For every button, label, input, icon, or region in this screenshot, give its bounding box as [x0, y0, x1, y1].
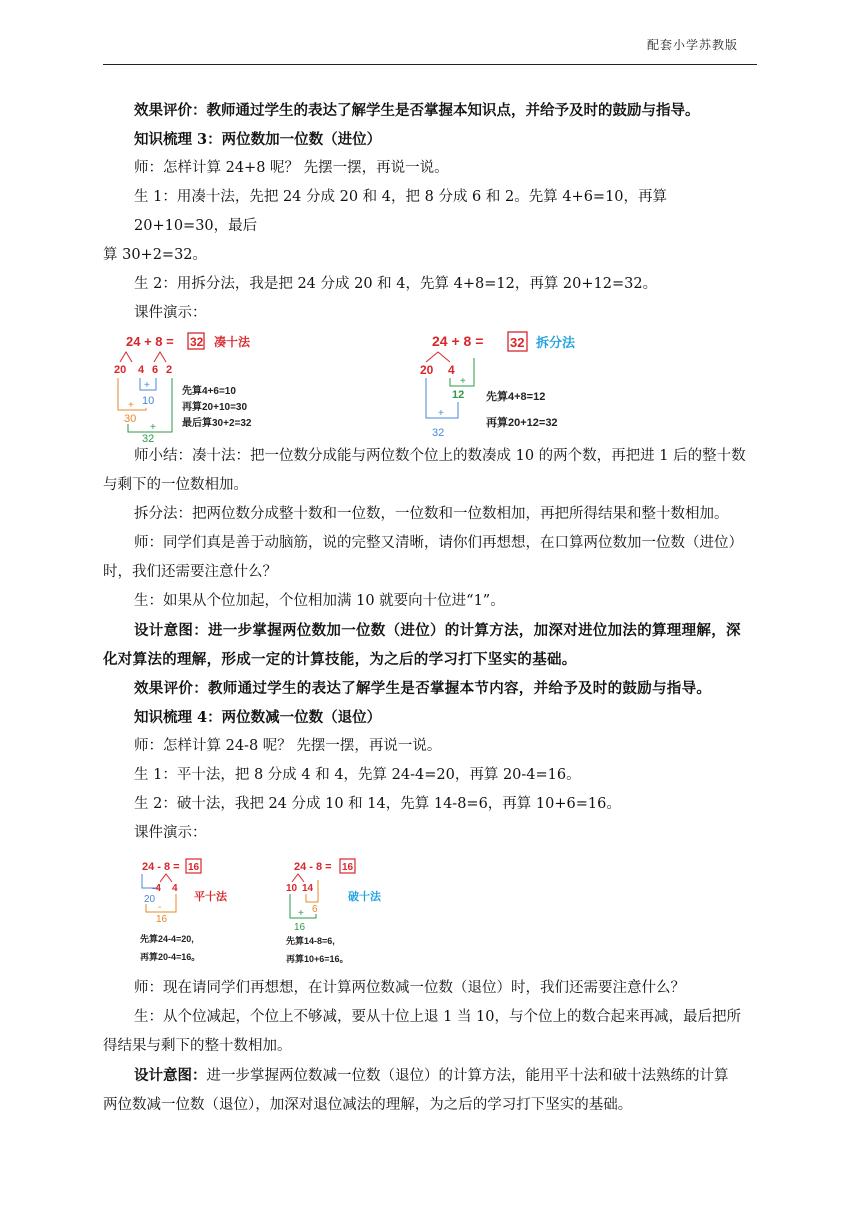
num-4: 4 — [138, 364, 145, 376]
paragraph-design-intent-2-line1 — [134, 1061, 758, 1091]
paragraph-evaluation-1 — [134, 96, 758, 125]
answer: 16 — [342, 862, 354, 873]
header-title: 配套小学苏教版 — [646, 38, 738, 52]
split-lines-24 — [292, 874, 304, 882]
split-lines-8 — [160, 874, 172, 882]
paragraph-demo-label-2: 课件演示： — [134, 825, 207, 841]
method-tag: 拆分法 — [536, 335, 576, 350]
step-1: 先算4+8=12 — [486, 391, 546, 403]
step-2: 再算10+6=16。 — [286, 954, 349, 964]
num-12: 12 — [452, 389, 465, 401]
paragraph-teacher-question-3: 师：现在请同学们再想想，在计算两位数减一位数（退位）时，我们还需要注意什么？ — [134, 980, 685, 996]
num-32: 32 — [142, 433, 155, 445]
num-30: 30 — [124, 413, 137, 425]
step-1: 先算14-8=6, — [286, 936, 335, 946]
num-14: 14 — [302, 883, 314, 894]
method-tag: 凑十法 — [214, 335, 251, 349]
section-heading-4: 知识梳理 4：两位数减一位数（退位） — [134, 709, 382, 726]
num-4: 4 — [448, 363, 455, 377]
figure-row-addition — [114, 328, 758, 445]
plus-blue: + — [438, 408, 444, 419]
paragraph-student-answer: 生：如果从个位加起，个位相加满 10 就要向十位进“1”。 — [134, 593, 505, 609]
document-body — [103, 96, 758, 1120]
num-20: 20 — [114, 364, 127, 376]
minus-4-a: -4 — [152, 883, 161, 894]
paragraph-student-answer-2-line1: 生：从个位减起，个位上不够减，要从十位上退 1 当 10，与个位上的数合起来再减，最后把所 — [134, 1009, 741, 1025]
design-intent-text: 进一步掌握两位数减一位数（退位）的计算方法，能用平十法和破十法熟练的计算 — [206, 1068, 729, 1084]
figure-level-ten — [132, 854, 272, 974]
plus-green: + — [150, 422, 156, 433]
paragraph-design-intent-1-line2: 化对算法的理解，形成一定的计算技能，为之后的学习打下坚实的基础。 — [103, 651, 577, 668]
num-32: 32 — [432, 427, 445, 439]
header-rule — [103, 64, 757, 65]
num-20: 20 — [420, 363, 434, 377]
method-tag: 破十法 — [348, 891, 381, 903]
plus-orange: + — [128, 400, 134, 411]
plus-green: + — [298, 908, 304, 919]
paragraph-summary-line2: 与剩下的一位数相加。 — [103, 477, 248, 493]
split-lines-24 — [426, 352, 450, 362]
paragraph-student2-subtract: 生 2：破十法，我把 24 分成 10 和 14，先算 14-8=6，再算 10+6=16。 — [134, 796, 621, 812]
paragraph-summary-line1: 师小结：凑十法：把一位数分成能与两位数个位上的数凑成 10 的两个数，再把进 1 后的整十数 — [134, 448, 746, 464]
method-tag: 平十法 — [194, 891, 227, 903]
step-2: 再算20-4=16。 — [140, 952, 201, 962]
num-16: 16 — [156, 914, 168, 925]
section-heading-3: 知识梳理 3：两位数加一位数（进位） — [134, 131, 382, 148]
design-intent-label: 设计意图： — [134, 622, 208, 639]
step-2: 再算20+12=32 — [486, 417, 558, 429]
step-2: 再算20+10=30 — [182, 402, 248, 413]
equation: 24 - 8 = — [142, 861, 180, 873]
evaluation-text: 教师通过学生的表达了解学生是否掌握本知识点，并给予及时的鼓励与指导。 — [206, 102, 700, 119]
figure-split — [416, 328, 606, 442]
split-lines-8 — [154, 352, 166, 362]
paragraph-demo-label-1: 课件演示： — [134, 305, 207, 321]
minus-orange: - — [158, 902, 162, 913]
paragraph-student1-subtract: 生 1：平十法，把 8 分成 4 和 4，先算 24-4=20，再算 20-4=16。 — [134, 767, 581, 783]
figure-break-ten — [284, 854, 434, 974]
num-10: 10 — [286, 883, 298, 894]
num-6: 6 — [312, 904, 318, 915]
paragraph-teacher-line1: 师：同学们真是善于动脑筋，说的完整又清晰，请你们再想想，在口算两位数加一位数（进位） — [134, 535, 743, 551]
design-intent-label: 设计意图： — [134, 1067, 207, 1084]
paragraph-evaluation-2 — [134, 674, 758, 703]
equation: 24 - 8 = — [294, 861, 332, 873]
paragraph-student1-line1: 生 1：用凑十法，先把 24 分成 20 和 4，把 8 分成 6 和 2。先算 4+6=10，再算 20+10=30，最后 — [134, 189, 668, 234]
paragraph-student-answer-2-line2: 得结果与剩下的整十数相加。 — [103, 1038, 292, 1054]
plus-blue: + — [144, 380, 150, 391]
paragraph-student2: 生 2：用拆分法，我是把 24 分成 20 和 4，先算 4+8=12，再算 20+12=32。 — [134, 276, 658, 292]
step-1: 先算24-4=20, — [140, 934, 194, 944]
equation: 24 + 8 = — [432, 333, 484, 349]
paragraph-design-intent-1-line1 — [134, 616, 758, 645]
figure-row-subtraction — [134, 848, 758, 974]
answer: 32 — [510, 335, 525, 350]
paragraph-teacher-question-1: 师：怎样计算 24+8 呢？ 先摆一摆，再说一说。 — [134, 160, 449, 176]
answer: 32 — [190, 335, 204, 349]
num-16: 16 — [294, 922, 306, 933]
paragraph-design-intent-2-line2: 两位数减一位数（退位），加深对退位减法的理解，为之后的学习打下坚实的基础。 — [103, 1097, 633, 1113]
equation: 24 + 8 = — [126, 334, 174, 349]
paragraph-teacher-question-2: 师：怎样计算 24-8 呢？ 先摆一摆，再说一说。 — [134, 738, 442, 754]
answer: 16 — [188, 862, 200, 873]
num-10: 10 — [142, 395, 155, 407]
evaluation-label: 效果评价： — [134, 102, 207, 119]
split-lines-24 — [120, 352, 132, 362]
paragraph-split-method: 拆分法：把两位数分成整十数和一位数，一位数和一位数相加，再把所得结果和整十数相加。 — [134, 506, 729, 522]
evaluation-label: 效果评价： — [134, 680, 208, 697]
figure-make-ten — [114, 328, 280, 445]
minus-4-b: 4 — [172, 883, 178, 894]
paragraph-teacher-line2: 时，我们还需要注意什么？ — [103, 564, 277, 580]
step-3: 最后算30+2=32 — [182, 418, 252, 429]
num-20: 20 — [144, 894, 156, 905]
step-1: 先算4+6=10 — [182, 386, 236, 397]
num-6: 6 — [152, 364, 159, 376]
plus-green: + — [460, 376, 466, 387]
evaluation-text: 教师通过学生的表达了解学生是否掌握本节内容，并给予及时的鼓励与指导。 — [208, 680, 712, 697]
paragraph-student1-line2: 算 30+2=32。 — [103, 247, 208, 263]
num-2: 2 — [166, 364, 173, 376]
design-intent-text: 进一步掌握两位数加一位数（进位）的计算方法，加深对进位加法的算理理解，深 — [208, 622, 741, 639]
